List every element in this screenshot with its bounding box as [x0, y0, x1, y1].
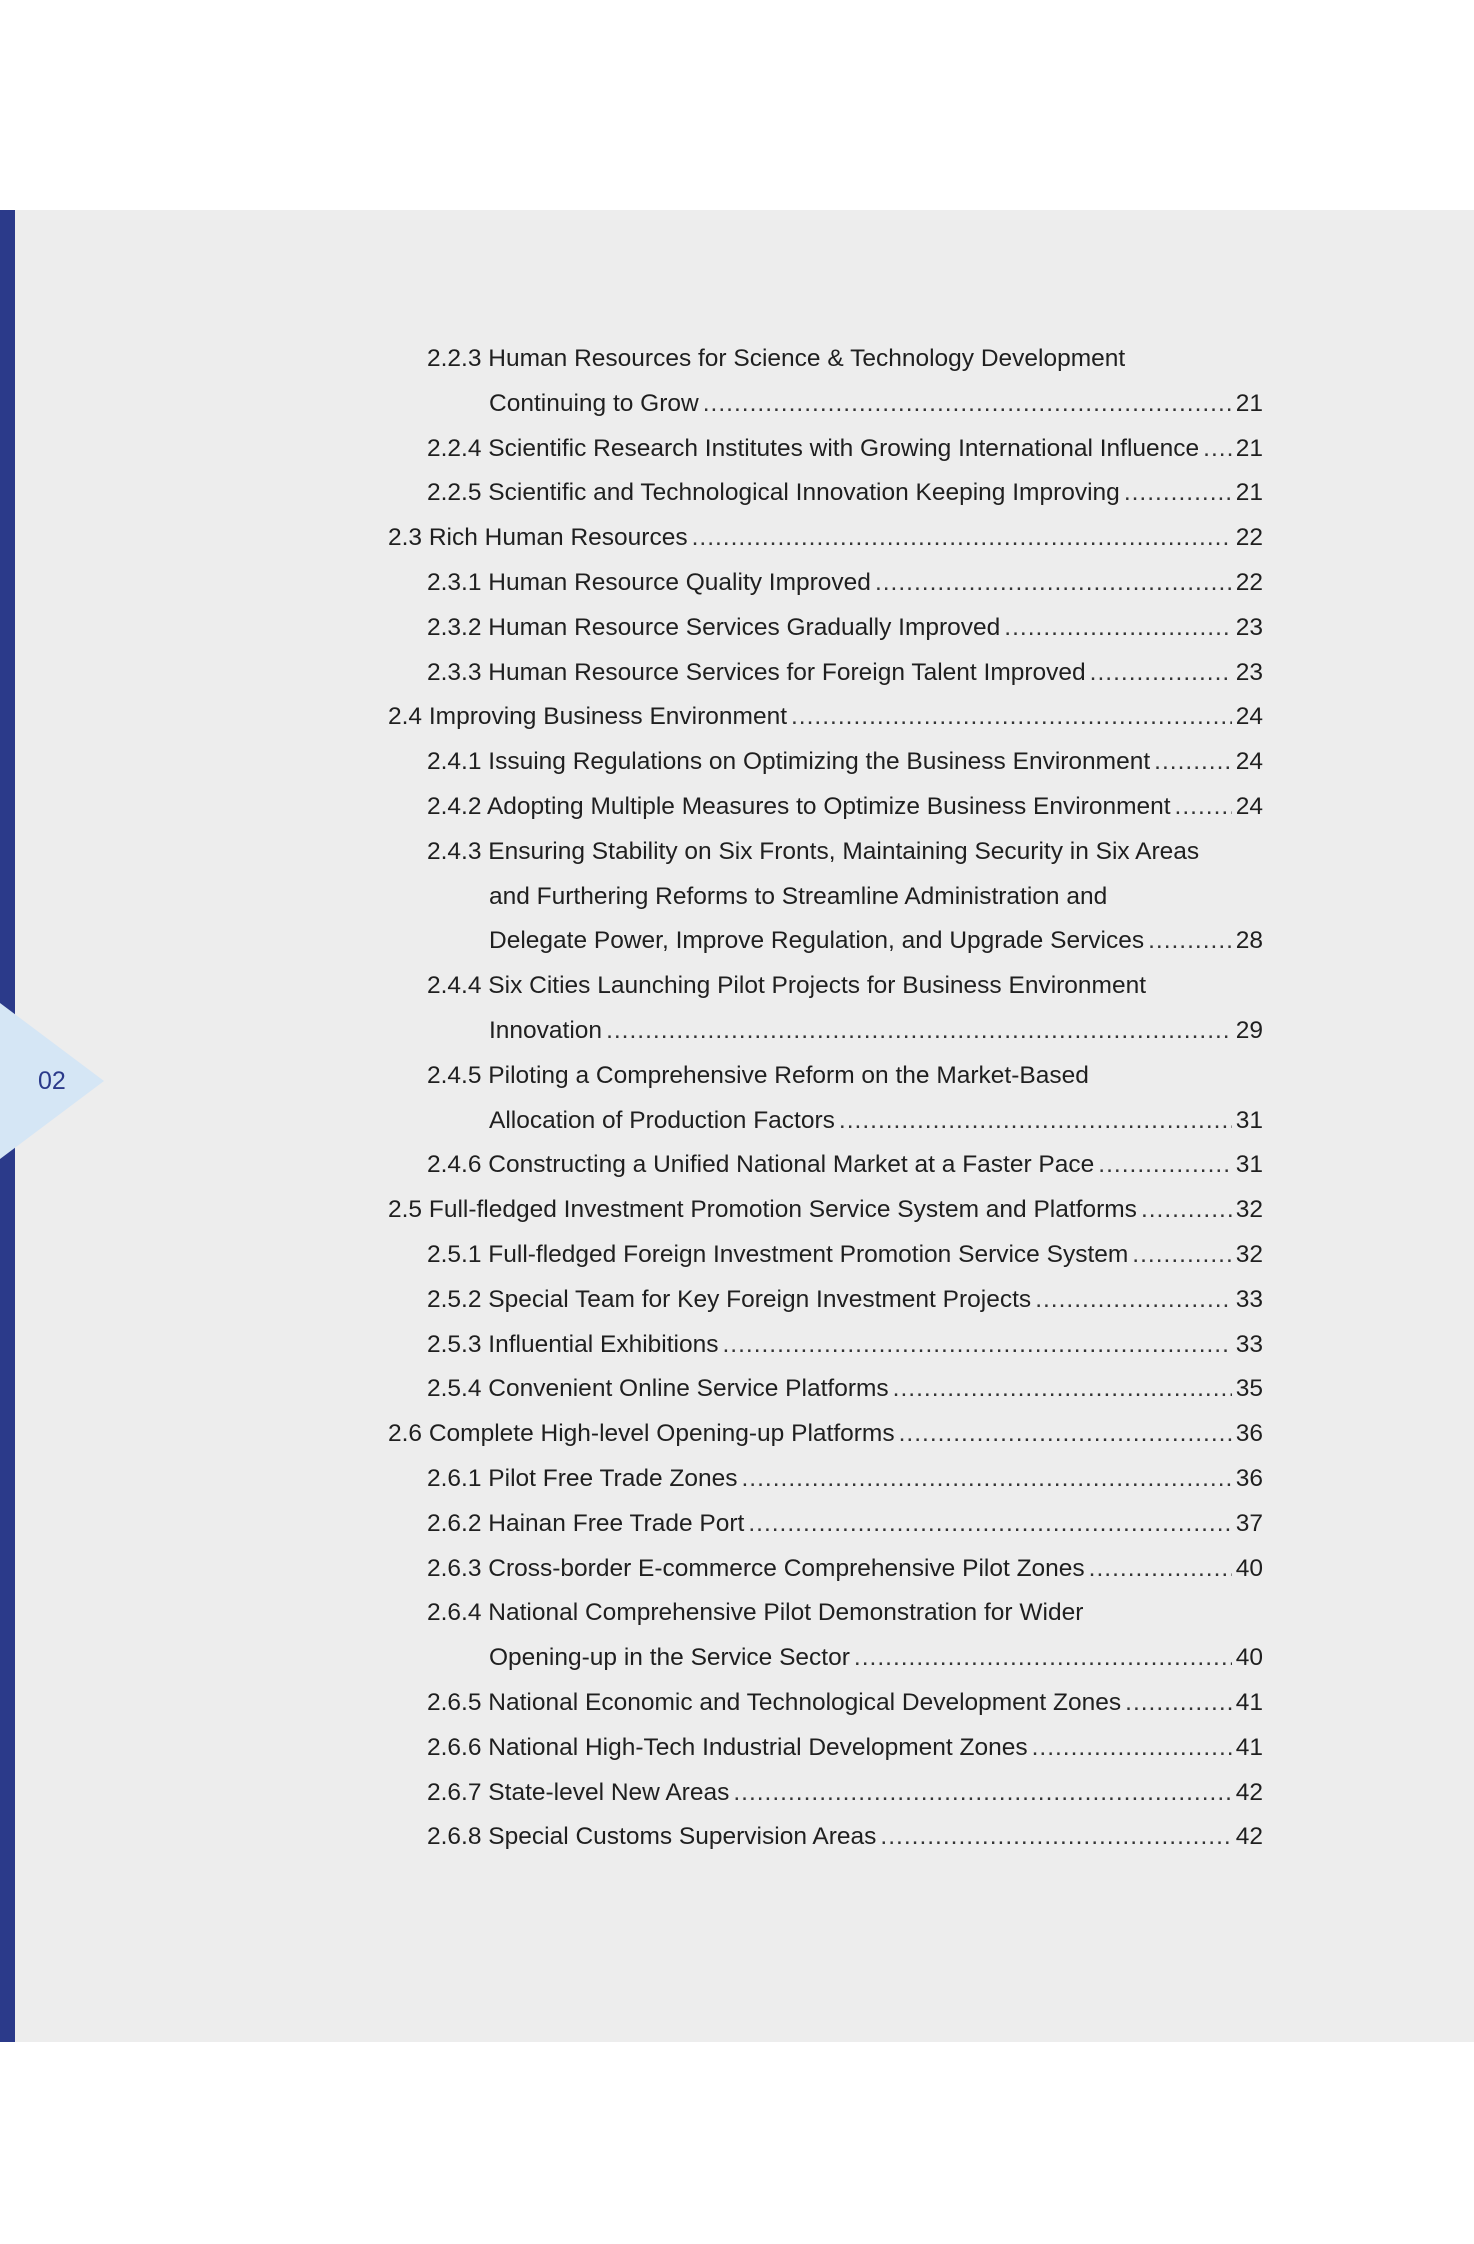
- dot-leader: [1004, 606, 1231, 651]
- toc-entry[interactable]: [388, 1323, 1263, 1368]
- toc-entry-title: 2.6 Complete High-level Opening-up Platforms: [388, 1420, 895, 1448]
- toc-page-number: 21: [1235, 479, 1263, 507]
- dot-leader: [880, 1815, 1231, 1860]
- toc-page-number: 33: [1235, 1330, 1263, 1358]
- toc-entry-title: 2.3 Rich Human Resources: [388, 524, 688, 552]
- toc-entry-title: Innovation: [489, 1016, 603, 1044]
- toc-entry-title: Continuing to Grow: [489, 389, 699, 417]
- toc-entry-title: 2.4.5 Piloting a Comprehensive Reform on the Market-Based: [427, 1061, 1089, 1089]
- toc-entry[interactable]: [388, 1054, 1263, 1099]
- toc-entry[interactable]: [388, 695, 1263, 740]
- toc-entry-title: 2.3.1 Human Resource Quality Improved: [427, 568, 871, 596]
- toc-page-number: 36: [1235, 1464, 1263, 1492]
- toc-entry[interactable]: [388, 1547, 1263, 1592]
- dot-leader: [1141, 1188, 1232, 1233]
- toc-page-number: 29: [1235, 1016, 1263, 1044]
- dot-leader: [703, 382, 1232, 427]
- toc-entry-title: 2.3.3 Human Resource Services for Foreign Talent Improved: [427, 658, 1086, 686]
- toc-entry[interactable]: [388, 1636, 1263, 1681]
- toc-page-number: 37: [1235, 1509, 1263, 1537]
- toc-page-number: 42: [1235, 1823, 1263, 1851]
- toc-entry-title: 2.6.2 Hainan Free Trade Port: [427, 1509, 745, 1537]
- toc-entry-title: 2.4.6 Constructing a Unified National Market at a Faster Pace: [427, 1151, 1095, 1179]
- toc-entry-title: 2.4.3 Ensuring Stability on Six Fronts, Maintaining Security in Six Areas: [427, 837, 1200, 865]
- toc-entry[interactable]: [388, 1771, 1263, 1816]
- toc-entry-title: 2.5.3 Influential Exhibitions: [427, 1330, 719, 1358]
- toc-entry-title: Opening-up in the Service Sector: [489, 1644, 850, 1672]
- toc-entry[interactable]: [388, 1726, 1263, 1771]
- dot-leader: [839, 1099, 1232, 1144]
- toc-entry-title: 2.6.3 Cross-border E-commerce Comprehensive Pilot Zones: [427, 1554, 1085, 1582]
- dot-leader: [1090, 651, 1232, 696]
- toc-entry[interactable]: [388, 1143, 1263, 1188]
- toc-page-number: 31: [1235, 1151, 1263, 1179]
- toc-page-number: 32: [1235, 1240, 1263, 1268]
- toc-entry[interactable]: [388, 875, 1263, 920]
- toc-entry-title: 2.3.2 Human Resource Services Gradually Improved: [427, 613, 1001, 641]
- toc-entry[interactable]: [388, 471, 1263, 516]
- toc-entry[interactable]: [388, 1367, 1263, 1412]
- toc-entry[interactable]: [388, 1233, 1263, 1278]
- dot-leader: [1098, 1143, 1231, 1188]
- dot-leader: [1124, 471, 1232, 516]
- toc-entry[interactable]: [388, 1009, 1263, 1054]
- dot-leader: [899, 1412, 1232, 1457]
- toc-entry-title: 2.6.4 National Comprehensive Pilot Demonstration for Wider: [427, 1599, 1084, 1627]
- toc-entry[interactable]: [388, 830, 1263, 875]
- toc-entry-title: 2.2.3 Human Resources for Science & Technology Development: [427, 345, 1126, 372]
- toc-page-number: 42: [1235, 1778, 1263, 1806]
- toc-entry-title: 2.5.4 Convenient Online Service Platforms: [427, 1375, 889, 1403]
- dot-leader: [1089, 1547, 1232, 1592]
- toc-entry[interactable]: [388, 964, 1263, 1009]
- dot-leader: [854, 1636, 1232, 1681]
- page-number: 02: [38, 1067, 66, 1095]
- toc-entry-title: 2.4 Improving Business Environment: [388, 703, 787, 731]
- toc-entry-title: 2.2.4 Scientific Research Institutes with Growing International Influence: [427, 434, 1200, 462]
- toc-entry-title: 2.5 Full-fledged Investment Promotion Service System and Platforms: [388, 1196, 1137, 1224]
- dot-leader: [1035, 1278, 1232, 1323]
- toc-page-number: 41: [1235, 1733, 1263, 1761]
- toc-entry[interactable]: [388, 1188, 1263, 1233]
- dot-leader: [1032, 1726, 1232, 1771]
- toc-page-number: 21: [1235, 389, 1263, 417]
- toc-entry[interactable]: [388, 337, 1263, 382]
- toc-entry[interactable]: [388, 1457, 1263, 1502]
- toc-entry-title: 2.5.1 Full-fledged Foreign Investment Promotion Service System: [427, 1240, 1129, 1268]
- toc-entry[interactable]: [388, 1099, 1263, 1144]
- toc-entry-title: 2.6.1 Pilot Free Trade Zones: [427, 1464, 738, 1492]
- toc-page-number: 32: [1235, 1196, 1263, 1224]
- dot-leader: [1132, 1233, 1231, 1278]
- toc-entry-title: 2.4.2 Adopting Multiple Measures to Optimize Business Environment: [427, 792, 1171, 820]
- dot-leader: [791, 695, 1232, 740]
- toc-page-number: 24: [1235, 703, 1263, 731]
- toc-page-number: 28: [1235, 927, 1263, 955]
- toc-entry-title: Delegate Power, Improve Regulation, and Upgrade Services: [489, 927, 1145, 955]
- dot-leader: [893, 1367, 1232, 1412]
- toc-entry-title: 2.4.1 Issuing Regulations on Optimizing the Business Environment: [427, 748, 1151, 776]
- toc-page-number: 36: [1235, 1420, 1263, 1448]
- toc-entry[interactable]: [388, 1502, 1263, 1547]
- toc-page-number: 31: [1235, 1106, 1263, 1134]
- toc-entry[interactable]: [388, 516, 1263, 561]
- toc-page-number: 23: [1235, 658, 1263, 686]
- toc-entry-title: 2.2.5 Scientific and Technological Innovation Keeping Improving: [427, 479, 1120, 507]
- toc-page-number: 21: [1235, 434, 1263, 462]
- toc-entry[interactable]: [388, 427, 1263, 472]
- dot-leader: [692, 516, 1232, 561]
- dot-leader: [1154, 740, 1232, 785]
- toc-entry[interactable]: [388, 919, 1263, 964]
- dot-leader: [606, 1009, 1232, 1054]
- toc-entry-title: Allocation of Production Factors: [489, 1106, 835, 1134]
- toc-entry-title: 2.6.5 National Economic and Technological Development Zones: [427, 1688, 1122, 1716]
- toc-entry[interactable]: [388, 606, 1263, 651]
- toc-entry[interactable]: [388, 785, 1263, 830]
- toc-page-number: 33: [1235, 1285, 1263, 1313]
- toc-page-number: 24: [1235, 792, 1263, 820]
- toc-entry[interactable]: [388, 561, 1263, 606]
- toc-page-number: 40: [1235, 1554, 1263, 1582]
- toc-entry[interactable]: [388, 651, 1263, 696]
- dot-leader: [722, 1323, 1231, 1368]
- toc-entry-title: 2.6.6 National High-Tech Industrial Development Zones: [427, 1733, 1028, 1761]
- dot-leader: [1203, 427, 1232, 472]
- toc-entry[interactable]: [388, 382, 1263, 427]
- dot-leader: [748, 1502, 1231, 1547]
- toc-page-number: 40: [1235, 1644, 1263, 1672]
- toc-page-number: 22: [1235, 568, 1263, 596]
- toc-page-number: 23: [1235, 613, 1263, 641]
- toc-entry-title: and Furthering Reforms to Streamline Administration and: [489, 882, 1108, 910]
- toc-page-number: 41: [1235, 1688, 1263, 1716]
- dot-leader: [733, 1771, 1231, 1816]
- toc-page-number: 24: [1235, 748, 1263, 776]
- toc-entry[interactable]: [388, 1591, 1263, 1636]
- toc-entry[interactable]: [388, 1815, 1263, 1860]
- dot-leader: [875, 561, 1232, 606]
- toc-entry-title: 2.5.2 Special Team for Key Foreign Investment Projects: [427, 1285, 1032, 1313]
- toc-entry[interactable]: [388, 1412, 1263, 1457]
- dot-leader: [1175, 785, 1232, 830]
- dot-leader: [742, 1457, 1232, 1502]
- toc-entry-title: 2.4.4 Six Cities Launching Pilot Projects for Business Environment: [427, 972, 1147, 1000]
- toc-entry[interactable]: [388, 740, 1263, 785]
- toc-entry-title: 2.6.8 Special Customs Supervision Areas: [427, 1823, 877, 1851]
- table-of-contents: [388, 337, 1263, 1860]
- dot-leader: [1125, 1681, 1232, 1726]
- toc-entry[interactable]: [388, 1278, 1263, 1323]
- toc-entry[interactable]: [388, 1681, 1263, 1726]
- toc-page-number: 22: [1235, 524, 1263, 552]
- toc-entry-title: 2.6.7 State-level New Areas: [427, 1778, 730, 1806]
- toc-page-number: 35: [1235, 1375, 1263, 1403]
- dot-leader: [1148, 919, 1232, 964]
